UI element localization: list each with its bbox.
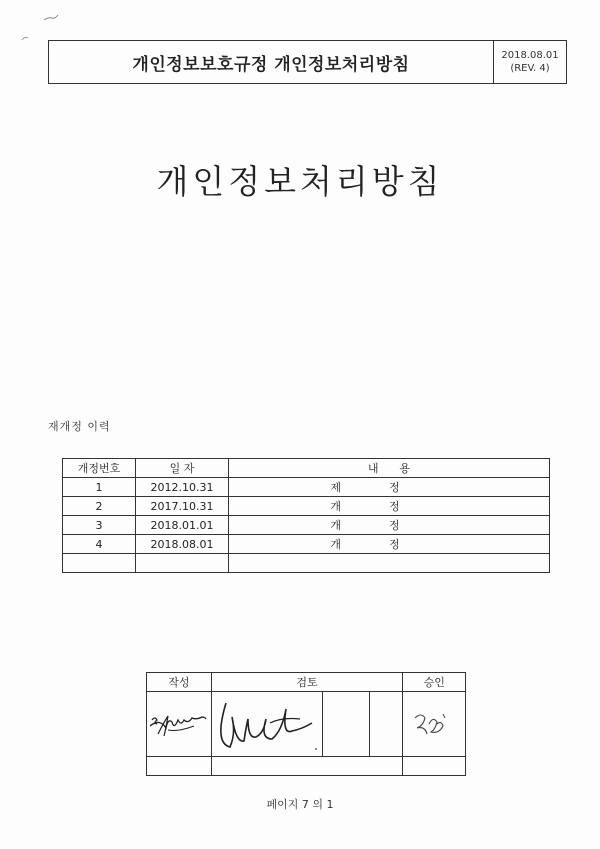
approval-footer-row [147, 757, 466, 776]
row-date: 2018.08.01 [136, 535, 229, 554]
page-number: 페이지 7 의 1 [266, 798, 334, 811]
empty-cell [211, 757, 403, 776]
row-content-text: 제정 [330, 481, 448, 494]
row-number: 2 [63, 497, 136, 516]
table-header-row [63, 459, 550, 478]
column-header-date: 일 자 [136, 459, 229, 478]
column-header-number: 개정번호 [63, 459, 136, 478]
table-row [63, 516, 550, 535]
table-row-empty [63, 554, 550, 573]
table-row [63, 478, 550, 497]
reviewer-signature-cell-3 [369, 692, 403, 757]
row-content-text: 개정 [330, 500, 448, 513]
author-signature [147, 692, 212, 757]
approver-signature [403, 692, 466, 757]
row-content [229, 535, 550, 554]
approver-signature-mark [409, 704, 459, 744]
revision-history-table [62, 458, 550, 573]
approver-header: 승인 [403, 673, 466, 692]
row-content [229, 516, 550, 535]
reviewer-header: 검토 [211, 673, 403, 692]
reviewer-signature [211, 692, 322, 757]
column-header-content: 내 용 [229, 459, 550, 478]
row-date: 2012.10.31 [136, 478, 229, 497]
approval-header-row [147, 673, 466, 692]
empty-cell [229, 554, 550, 573]
empty-cell [403, 757, 466, 776]
row-date: 2018.01.01 [136, 516, 229, 535]
header-title: 개인정보보호규정 개인정보처리방침 [132, 54, 410, 75]
approval-table [146, 672, 466, 776]
table-row [63, 535, 550, 554]
empty-cell [63, 554, 136, 573]
revision-number: (REV. 4) [510, 63, 550, 74]
revision-history-label: 재개정 이력 [48, 420, 111, 433]
table-row [63, 497, 550, 516]
signature-row [147, 692, 466, 757]
row-number: 3 [63, 516, 136, 535]
row-number: 4 [63, 535, 136, 554]
row-content-text: 개정 [330, 538, 448, 551]
row-content [229, 478, 550, 497]
reviewer-signature-mark [212, 693, 322, 755]
row-content-text: 개정 [330, 519, 448, 532]
row-content [229, 497, 550, 516]
reviewer-signature-cell-2 [322, 692, 369, 757]
author-signature-mark [148, 704, 210, 744]
document-title: 개인정보처리방침 [156, 162, 444, 201]
empty-cell [136, 554, 229, 573]
revision-date: 2018.08.01 [501, 50, 559, 61]
revision-info [493, 41, 566, 83]
row-date: 2017.10.31 [136, 497, 229, 516]
document-header [48, 40, 567, 84]
empty-cell [147, 757, 212, 776]
row-number: 1 [63, 478, 136, 497]
author-header: 작성 [147, 673, 212, 692]
